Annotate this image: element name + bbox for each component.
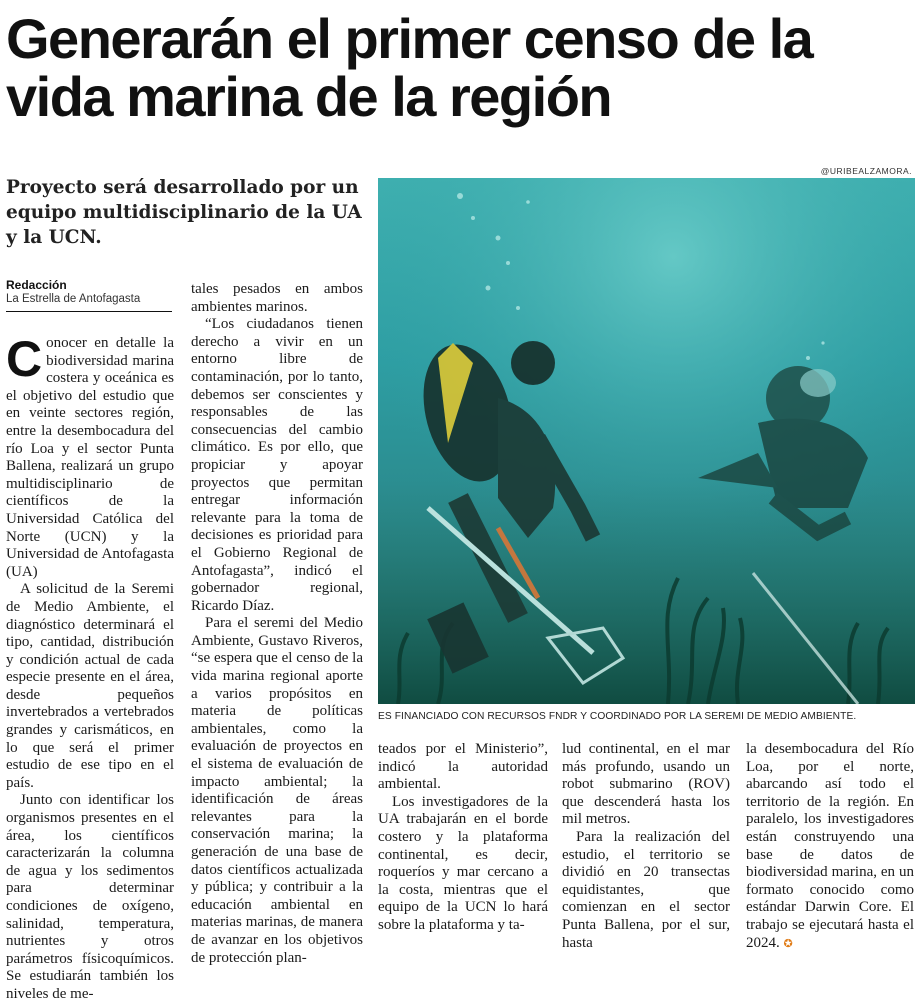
byline <box>6 278 174 306</box>
headline: Generarán el primer censo de la vida marina de la región <box>6 7 813 128</box>
paragraph: A solicitud de la Seremi de Medio Ambiente, el diagnóstico determinará el tipo, cantidad, distribución y condición actual de cada especie presente en el área, desde pequeños invertebrados a vertebrados grandes y carismáticos, en lo que será el primer estudio de ese tipo en el país. <box>6 581 174 791</box>
article-column-2 <box>191 281 363 967</box>
article-column-5 <box>746 741 914 953</box>
paragraph: Junto con identificar los organismos presentes en el área, los científicos caracterizarán la columna de agua y los sedimentos para determinar condiciones de oxígeno, salinidad, temperatura, nutrientes y otros parámetros físicoquímicos. Se estudiarán también los niveles de me- <box>6 792 174 1002</box>
article-column-4 <box>562 741 730 952</box>
paragraph: Para la realización del estudio, el territorio se dividió en 20 transectas equidistantes, que comienzan en el sector Punta Ballena, por el sur, hasta <box>562 828 730 951</box>
paragraph: “Los ciudadanos tienen derecho a vivir en un entorno libre de contaminación, por lo tanto, debemos ser conscientes y responsables de las consecuencias del cambio climático. Es por ello, que propiciar y apoyar proyectos que permitan entregar información relevante para la toma de decisiones es prioridad para el Gobierno Regional de Antofagasta”, indicó el gobernador regional, Ricardo Díaz. <box>191 316 363 614</box>
end-of-article-mark: ✪ <box>783 937 793 950</box>
byline-author: Redacción <box>6 278 67 292</box>
drop-cap: C <box>6 331 43 387</box>
paragraph: lud continental, en el mar más profundo, usando un robot submarino (ROV) que descenderá hasta los mil metros. <box>562 741 730 828</box>
byline-newspaper: La Estrella de Antofagasta <box>6 293 141 305</box>
paragraph: Los investigadores de la UA trabajarán en el borde costero y la plataforma continental, es decir, roqueríos y mar cercano a la costa, mientras que el equipo de la UCN lo hará sobre la plataforma y ta- <box>378 793 548 933</box>
paragraph: Para el seremi del Medio Ambiente, Gustavo Riveros, “se espera que el censo de la vida marina regional aporte a varios propósitos en materia de políticas ambientales, como la evaluación de proyectos en el sistema de evaluación de impacto ambiental; la identificación de áreas relevantes para la conservación marina; la generación de una base de datos científicos actualizada y pública; y contribuir a la educación ambiental en materias marinas, de manera de avanzar en los objetivos de protección plan- <box>191 615 363 966</box>
paragraph: Conocer en detalle la biodiversidad marina costera y oceánica es el objetivo del estudio que en veinte sectores región, entre la desembocadura del río Loa y el sector Punta Ballena, realizará un grupo multidisciplinario de científicos de la Universidad Católica del Norte (UCN) y la Universidad de Antofagasta (UA) <box>6 331 174 580</box>
photo-credit: @URIBEALZAMORA. <box>820 166 912 176</box>
paragraph: tales pesados en ambos ambientes marinos. <box>191 281 363 315</box>
article-column-3 <box>378 741 548 935</box>
paragraph: teados por el Ministerio”, indicó la autoridad ambiental. <box>378 741 548 793</box>
photo-divers-underwater <box>378 178 915 704</box>
article-column-1 <box>6 331 174 1004</box>
byline-divider <box>6 311 172 312</box>
paragraph: la desembocadura del Río Loa, por el norte, abarcando así todo el territorio de la región. En paralelo, los investigadores están construyendo una base de datos de biodiversidad marina, en un formato conocido como estándar Darwin Core. El trabajo se ejecutará hasta el 2024. ✪ <box>746 741 914 951</box>
photo-caption: ES FINANCIADO CON RECURSOS FNDR Y COORDINADO POR LA SEREMI DE MEDIO AMBIENTE. <box>378 711 857 722</box>
deck-subtitle: Proyecto será desarrollado por un equipo multidisciplinario de la UA y la UCN. <box>6 177 362 248</box>
photo-illustration <box>378 178 915 704</box>
